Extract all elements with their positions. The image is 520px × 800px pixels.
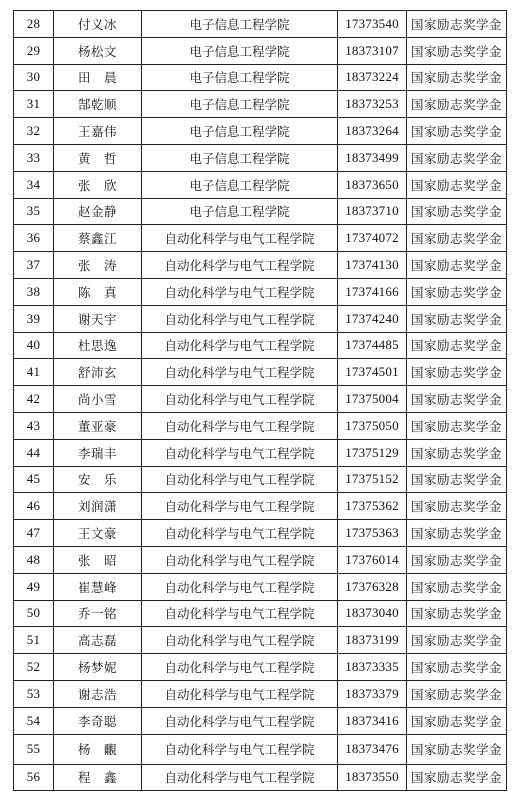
student-name: 陈 真	[54, 278, 142, 305]
school-name: 电子信息工程学院	[142, 91, 338, 118]
table-row	[14, 91, 507, 118]
table-row	[14, 359, 507, 386]
award-name: 国家励志奖学金	[407, 144, 507, 171]
student-name: 杜思逸	[54, 332, 142, 359]
award-name: 国家励志奖学金	[407, 37, 507, 64]
row-number: 44	[14, 439, 54, 466]
student-name: 刘润潇	[54, 493, 142, 520]
student-name: 张 涛	[54, 252, 142, 279]
table-row	[14, 11, 507, 38]
award-name: 国家励志奖学金	[407, 359, 507, 386]
award-name: 国家励志奖学金	[407, 680, 507, 707]
student-id: 17375004	[338, 386, 407, 413]
award-name: 国家励志奖学金	[407, 332, 507, 359]
row-number: 40	[14, 332, 54, 359]
table-row	[14, 64, 507, 91]
row-number: 53	[14, 680, 54, 707]
student-id: 18373416	[338, 707, 407, 734]
school-name: 自动化科学与电气工程学院	[142, 493, 338, 520]
table-row	[14, 466, 507, 493]
table-row	[14, 225, 507, 252]
student-name: 崔慧峰	[54, 573, 142, 600]
award-name: 国家励志奖学金	[407, 439, 507, 466]
school-name: 自动化科学与电气工程学院	[142, 225, 338, 252]
school-name: 自动化科学与电气工程学院	[142, 627, 338, 654]
award-name: 国家励志奖学金	[407, 520, 507, 547]
award-name: 国家励志奖学金	[407, 707, 507, 734]
table-row	[14, 764, 507, 791]
student-id: 18373224	[338, 64, 407, 91]
table-row	[14, 520, 507, 547]
student-name: 尚小雪	[54, 386, 142, 413]
award-name: 国家励志奖学金	[407, 386, 507, 413]
award-name: 国家励志奖学金	[407, 600, 507, 627]
student-id: 17374240	[338, 305, 407, 332]
student-name: 郜乾顺	[54, 91, 142, 118]
student-id: 17375363	[338, 520, 407, 547]
row-number: 54	[14, 707, 54, 734]
school-name: 自动化科学与电气工程学院	[142, 654, 338, 681]
row-number: 50	[14, 600, 54, 627]
student-name: 王嘉伟	[54, 118, 142, 145]
school-name: 自动化科学与电气工程学院	[142, 520, 338, 547]
school-name: 电子信息工程学院	[142, 11, 338, 38]
school-name: 自动化科学与电气工程学院	[142, 680, 338, 707]
student-id: 18373710	[338, 198, 407, 225]
row-number: 46	[14, 493, 54, 520]
student-name: 杨松文	[54, 37, 142, 64]
scholarship-table	[13, 10, 507, 791]
row-number: 48	[14, 546, 54, 573]
table-row	[14, 278, 507, 305]
table-row	[14, 252, 507, 279]
school-name: 自动化科学与电气工程学院	[142, 439, 338, 466]
school-name: 自动化科学与电气工程学院	[142, 734, 338, 764]
student-id: 17374485	[338, 332, 407, 359]
award-name: 国家励志奖学金	[407, 412, 507, 439]
table-body	[14, 11, 507, 791]
row-number: 33	[14, 144, 54, 171]
student-name: 张 昭	[54, 546, 142, 573]
student-name: 谢天宇	[54, 305, 142, 332]
table-row	[14, 412, 507, 439]
student-name: 黄 哲	[54, 144, 142, 171]
row-number: 45	[14, 466, 54, 493]
student-id: 18373650	[338, 171, 407, 198]
school-name: 自动化科学与电气工程学院	[142, 546, 338, 573]
award-name: 国家励志奖学金	[407, 278, 507, 305]
student-name: 张 欣	[54, 171, 142, 198]
student-name: 董亚豪	[54, 412, 142, 439]
table-row	[14, 573, 507, 600]
row-number: 34	[14, 171, 54, 198]
student-name: 田 晨	[54, 64, 142, 91]
award-name: 国家励志奖学金	[407, 654, 507, 681]
school-name: 自动化科学与电气工程学院	[142, 600, 338, 627]
student-name: 高志磊	[54, 627, 142, 654]
student-id: 18373550	[338, 764, 407, 791]
table-row	[14, 493, 507, 520]
row-number: 52	[14, 654, 54, 681]
award-name: 国家励志奖学金	[407, 546, 507, 573]
school-name: 自动化科学与电气工程学院	[142, 278, 338, 305]
school-name: 自动化科学与电气工程学院	[142, 332, 338, 359]
student-id: 18373040	[338, 600, 407, 627]
school-name: 电子信息工程学院	[142, 171, 338, 198]
school-name: 电子信息工程学院	[142, 198, 338, 225]
school-name: 自动化科学与电气工程学院	[142, 412, 338, 439]
row-number: 43	[14, 412, 54, 439]
award-name: 国家励志奖学金	[407, 252, 507, 279]
award-name: 国家励志奖学金	[407, 171, 507, 198]
row-number: 37	[14, 252, 54, 279]
row-number: 39	[14, 305, 54, 332]
student-id: 18373107	[338, 37, 407, 64]
award-name: 国家励志奖学金	[407, 466, 507, 493]
school-name: 自动化科学与电气工程学院	[142, 466, 338, 493]
table-row	[14, 37, 507, 64]
award-name: 国家励志奖学金	[407, 91, 507, 118]
row-number: 35	[14, 198, 54, 225]
row-number: 31	[14, 91, 54, 118]
row-number: 49	[14, 573, 54, 600]
student-id: 18373264	[338, 118, 407, 145]
row-number: 41	[14, 359, 54, 386]
row-number: 28	[14, 11, 54, 38]
school-name: 自动化科学与电气工程学院	[142, 359, 338, 386]
student-name: 乔一铭	[54, 600, 142, 627]
student-id: 18373379	[338, 680, 407, 707]
table-row	[14, 439, 507, 466]
student-id: 17374072	[338, 225, 407, 252]
row-number: 30	[14, 64, 54, 91]
school-name: 自动化科学与电气工程学院	[142, 386, 338, 413]
table-row	[14, 386, 507, 413]
award-name: 国家励志奖学金	[407, 764, 507, 791]
row-number: 38	[14, 278, 54, 305]
award-name: 国家励志奖学金	[407, 11, 507, 38]
student-id: 17375129	[338, 439, 407, 466]
student-id: 18373476	[338, 734, 407, 764]
table-row	[14, 198, 507, 225]
student-name: 王文豪	[54, 520, 142, 547]
student-name: 舒沛玄	[54, 359, 142, 386]
school-name: 电子信息工程学院	[142, 118, 338, 145]
student-name: 安 乐	[54, 466, 142, 493]
student-name: 谢志浩	[54, 680, 142, 707]
school-name: 电子信息工程学院	[142, 37, 338, 64]
table-row	[14, 734, 507, 764]
table-row	[14, 144, 507, 171]
student-id: 18373499	[338, 144, 407, 171]
student-id: 17373540	[338, 11, 407, 38]
school-name: 电子信息工程学院	[142, 64, 338, 91]
school-name: 自动化科学与电气工程学院	[142, 252, 338, 279]
row-number: 32	[14, 118, 54, 145]
student-id: 17376014	[338, 546, 407, 573]
award-name: 国家励志奖学金	[407, 734, 507, 764]
student-name: 杨 覼	[54, 734, 142, 764]
table-row	[14, 118, 507, 145]
table-row	[14, 680, 507, 707]
student-id: 17374166	[338, 278, 407, 305]
student-id: 17375362	[338, 493, 407, 520]
school-name: 自动化科学与电气工程学院	[142, 764, 338, 791]
student-name: 李奇聪	[54, 707, 142, 734]
award-name: 国家励志奖学金	[407, 118, 507, 145]
row-number: 55	[14, 734, 54, 764]
school-name: 自动化科学与电气工程学院	[142, 305, 338, 332]
table-row	[14, 600, 507, 627]
student-id: 17374501	[338, 359, 407, 386]
table-row	[14, 627, 507, 654]
student-id: 18373199	[338, 627, 407, 654]
award-name: 国家励志奖学金	[407, 627, 507, 654]
student-name: 李瑞丰	[54, 439, 142, 466]
student-id: 17376328	[338, 573, 407, 600]
table-row	[14, 332, 507, 359]
table-row	[14, 707, 507, 734]
student-name: 杨梦妮	[54, 654, 142, 681]
table-row	[14, 546, 507, 573]
student-name: 赵金静	[54, 198, 142, 225]
school-name: 自动化科学与电气工程学院	[142, 573, 338, 600]
student-id: 17375152	[338, 466, 407, 493]
student-name: 蔡鑫江	[54, 225, 142, 252]
row-number: 56	[14, 764, 54, 791]
award-name: 国家励志奖学金	[407, 573, 507, 600]
table-row	[14, 171, 507, 198]
student-id: 17374130	[338, 252, 407, 279]
school-name: 电子信息工程学院	[142, 144, 338, 171]
award-name: 国家励志奖学金	[407, 493, 507, 520]
row-number: 29	[14, 37, 54, 64]
school-name: 自动化科学与电气工程学院	[142, 707, 338, 734]
table-row	[14, 305, 507, 332]
award-name: 国家励志奖学金	[407, 305, 507, 332]
student-id: 18373335	[338, 654, 407, 681]
row-number: 51	[14, 627, 54, 654]
table-row	[14, 654, 507, 681]
student-name: 付义冰	[54, 11, 142, 38]
student-name: 程 鑫	[54, 764, 142, 791]
row-number: 36	[14, 225, 54, 252]
award-name: 国家励志奖学金	[407, 198, 507, 225]
row-number: 42	[14, 386, 54, 413]
row-number: 47	[14, 520, 54, 547]
award-name: 国家励志奖学金	[407, 64, 507, 91]
student-id: 17375050	[338, 412, 407, 439]
award-name: 国家励志奖学金	[407, 225, 507, 252]
student-id: 18373253	[338, 91, 407, 118]
